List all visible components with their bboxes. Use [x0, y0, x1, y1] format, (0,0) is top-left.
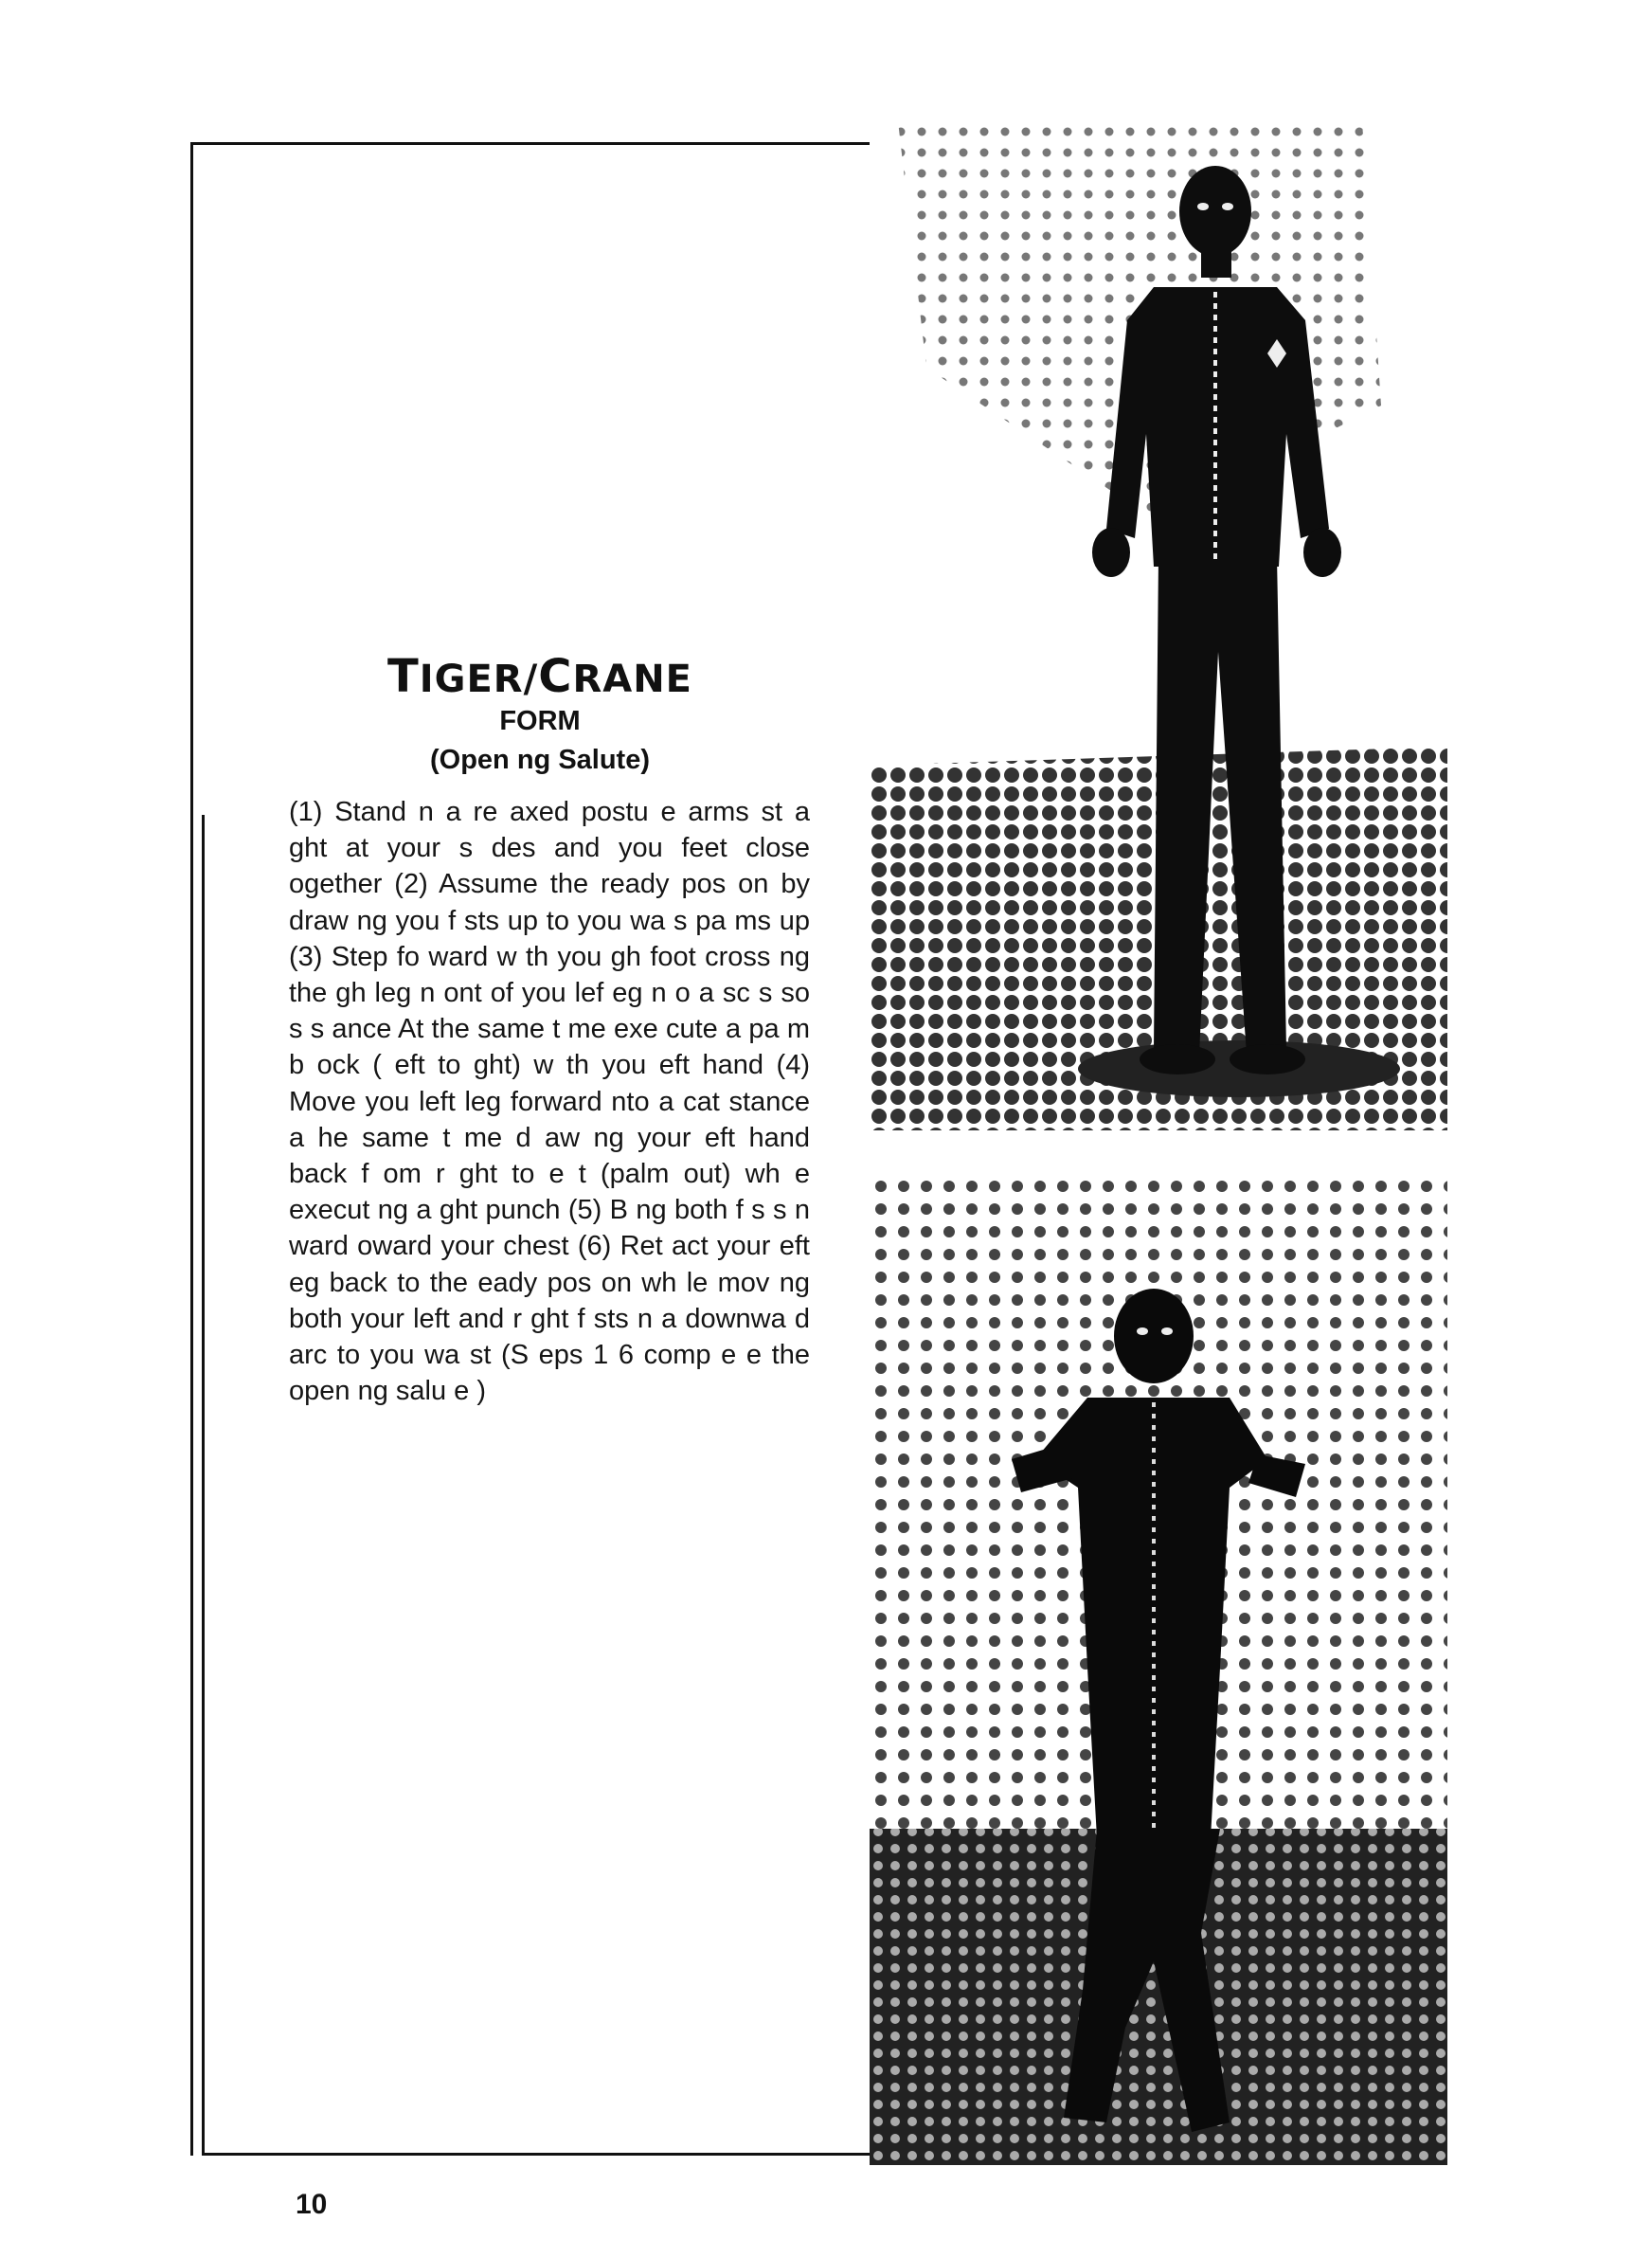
instruction-text: (1) Stand n a re axed postu e arms st a ght at your s des and you feet close ogether (2) Assume the ready pos on by draw ng you f sts up to you wa s pa ms up (3) Step fo ward w th you gh foot cross ng the gh leg n ont of you lef eg n o a sc s so s s ance At the same t me exe cute a pa m b ock ( eft to ght) w th you eft hand (4) Move you left leg forward nto a cat stance a he same t me d aw ng your eft hand back f om r ght to e t (palm out) wh e execut ng a ght punch (5) B ng both f s s n ward oward your chest (6) Ret act your eft eg back to the eady pos on wh le mov ng both your left and r ght f sts n a downwa d arc to you wa st (S eps 1 6 comp e e the open ng salu e )	[289, 797, 810, 1407]
photo-cat-stance	[870, 1175, 1447, 2165]
frame-border-left	[190, 142, 193, 2156]
section-heading	[284, 650, 796, 778]
page-number: 10	[296, 2189, 328, 2220]
martial-artist-standing-photo	[870, 121, 1447, 1130]
frame-border-left-inner	[202, 815, 205, 2156]
form-subtitle: FORM	[499, 706, 581, 736]
form-title: TIGER/CRANE	[387, 650, 692, 703]
martial-artist-cat-stance-photo	[870, 1175, 1447, 2165]
photo-ready-stance	[870, 121, 1447, 1130]
frame-border-bottom	[202, 2153, 889, 2156]
form-section-name: (Open ng Salute)	[430, 745, 650, 775]
frame-border-top	[190, 142, 872, 145]
